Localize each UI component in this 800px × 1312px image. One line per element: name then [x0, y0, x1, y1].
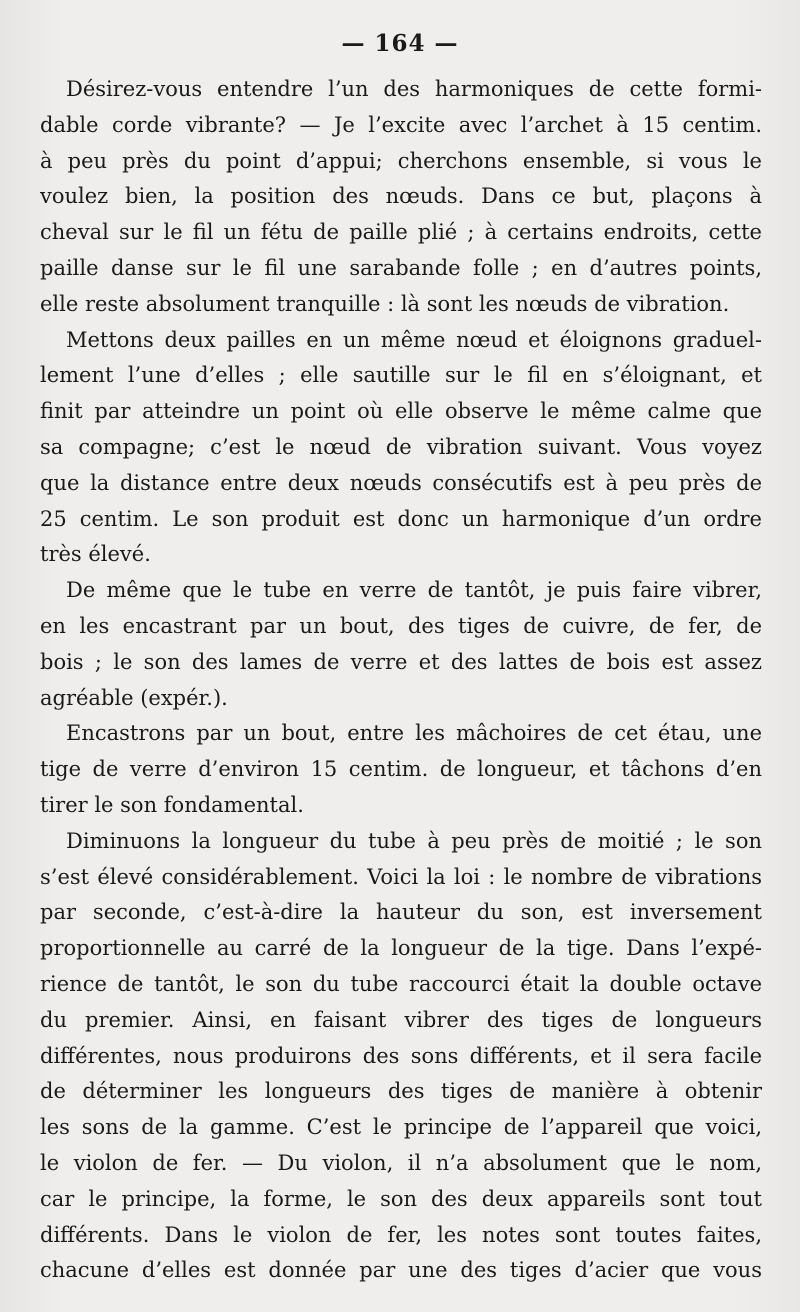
- text-line: cheval sur le fil un fétu de paille plié ; à certains endroits, cette: [40, 220, 762, 245]
- text-line: car le principe, la forme, le son des deux appareils sont tout: [40, 1186, 762, 1211]
- paragraph: [40, 573, 762, 716]
- text-line: Diminuons la longueur du tube à peu près de moitié ; le son: [66, 828, 762, 853]
- text-line: proportionnelle au carré de la longueur de la tige. Dans l’expé-: [40, 936, 762, 961]
- text-line: agréable (expér.).: [40, 685, 228, 710]
- paragraph: [40, 72, 762, 323]
- text-line: les sons de la gamme. C’est le principe de l’appareil que voici,: [40, 1115, 762, 1140]
- paragraph: [40, 323, 762, 574]
- text-line: chacune d’elles est donnée par une des tiges d’acier que vous: [40, 1258, 762, 1283]
- text-line: lement l’une d’elles ; elle sautille sur le fil en s’éloignant, et: [40, 363, 762, 388]
- text-line: s’est élevé considérablement. Voici la loi : le nombre de vibrations: [40, 864, 762, 889]
- text-line: De même que le tube en verre de tantôt, je puis faire vibrer,: [66, 578, 762, 603]
- text-line: de déterminer les longueurs des tiges de manière à obtenir: [40, 1079, 762, 1104]
- text-line: bois ; le son des lames de verre et des lattes de bois est assez: [40, 649, 762, 674]
- text-line: Désirez-vous entendre l’un des harmoniques de cette formi-: [66, 77, 762, 101]
- text-line: rience de tantôt, le son du tube raccourci était la double octave: [40, 971, 762, 996]
- text-line: du premier. Ainsi, en faisant vibrer des tiges de longueurs: [40, 1007, 762, 1032]
- text-line: finit par atteindre un point où elle observe le même calme que: [40, 399, 762, 424]
- text-line: Mettons deux pailles en un même nœud et éloignons graduel-: [66, 327, 762, 352]
- text-line: différents. Dans le violon de fer, les notes sont toutes faites,: [40, 1222, 762, 1247]
- text-line: différentes, nous produirons des sons différents, et il sera facile: [40, 1043, 762, 1068]
- text-line: tirer le son fondamental.: [40, 792, 304, 817]
- text-line: elle reste absolument tranquille : là sont les nœuds de vibration.: [40, 291, 730, 316]
- text-line: voulez bien, la position des nœuds. Dans ce but, plaçons à: [40, 184, 762, 209]
- paragraph: [40, 716, 762, 823]
- paragraph: [40, 824, 762, 1289]
- page-number: — 164 —: [341, 30, 459, 57]
- text-line: Encastrons par un bout, entre les mâchoires de cet étau, une: [66, 721, 762, 746]
- text-line: dable corde vibrante? — Je l’excite avec l’archet à 15 centim.: [40, 112, 762, 137]
- text-line: que la distance entre deux nœuds consécutifs est à peu près de: [40, 470, 762, 495]
- text-line: sa compagne; c’est le nœud de vibration suivant. Vous voyez: [40, 434, 762, 459]
- text-line: paille danse sur le fil une sarabande folle ; en d’autres points,: [40, 255, 762, 280]
- text-line: 25 centim. Le son produit est donc un harmonique d’un ordre: [40, 506, 762, 531]
- text-line: le violon de fer. — Du violon, il n’a absolument que le nom,: [40, 1150, 762, 1175]
- text-line: en les encastrant par un bout, des tiges de cuivre, de fer, de: [40, 613, 762, 638]
- text-line: tige de verre d’environ 15 centim. de longueur, et tâchons d’en: [40, 757, 762, 782]
- text-line: par seconde, c’est-à-dire la hauteur du son, est inversement: [40, 900, 762, 925]
- body-text: [40, 72, 762, 1289]
- text-line: à peu près du point d’appui; cherchons ensemble, si vous le: [40, 148, 762, 173]
- text-line: très élevé.: [40, 542, 151, 567]
